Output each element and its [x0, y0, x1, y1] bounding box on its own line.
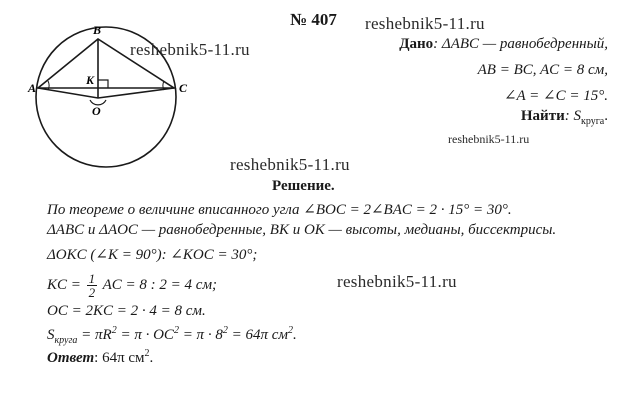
solution-title: Решение.	[272, 178, 335, 194]
angle-arc-a	[48, 81, 49, 90]
solution-line-5: OC = 2KC = 2 · 4 = 8 см.	[47, 303, 206, 319]
label-k: K	[86, 73, 95, 87]
fraction-denominator: 2	[88, 285, 96, 300]
angle-arc-c	[163, 81, 164, 90]
watermark-small: reshebnik5-11.ru	[448, 132, 530, 146]
solution-line-3: ΔOKC (∠K = 90°): ∠KOC = 30°;	[47, 247, 258, 263]
given-text-1: : ΔABC — равнобедренный,	[433, 36, 608, 52]
find-subscript: круга	[580, 116, 605, 127]
area-part-c: = π · 8	[178, 327, 223, 343]
given-line-2: AB = BC, AC = 8 см,	[477, 62, 608, 78]
sq-4: 2	[287, 325, 293, 336]
label-a: A	[28, 81, 37, 95]
fraction-half	[87, 272, 98, 299]
find-tail: .	[604, 108, 608, 124]
area-part-d: = 64π см	[227, 327, 288, 343]
line4-suffix: AC = 8 : 2 = 4 см;	[102, 276, 218, 293]
answer-label: Ответ	[47, 350, 95, 366]
given-label: Дано	[399, 36, 434, 52]
watermark-top-left: reshebnik5-11.ru	[130, 40, 250, 59]
answer-value: : 64π см	[94, 350, 145, 366]
watermark-lower: reshebnik5-11.ru	[337, 272, 457, 291]
find-value: : S	[564, 108, 581, 124]
solution-line-6	[47, 325, 297, 346]
solution-line-4	[47, 272, 217, 299]
answer-end: .	[149, 350, 154, 366]
sq-3: 2	[222, 325, 228, 336]
fraction-numerator: 1	[88, 271, 96, 286]
answer-sq: 2	[144, 348, 150, 359]
sq-2: 2	[173, 325, 179, 336]
answer-line	[47, 348, 153, 367]
area-part-a: = πR	[77, 327, 112, 343]
find-line	[521, 108, 608, 127]
solution-line-1: По теореме о величине вписанного угла ∠BOC = 2∠BAC = 2 · 15° = 30°.	[47, 202, 512, 218]
label-b: B	[93, 23, 102, 37]
solution-line-2: ΔABC и ΔAOC — равнобедренные, BK и OK — высоты, медианы, биссектрисы.	[47, 222, 557, 238]
find-label: Найти	[520, 108, 565, 124]
right-angle-marker	[98, 80, 108, 88]
watermark-top-right: reshebnik5-11.ru	[365, 14, 485, 33]
given-line-3: ∠A = ∠C = 15°.	[503, 88, 608, 104]
area-subscript: круга	[54, 335, 78, 346]
area-end: .	[292, 327, 297, 343]
area-part-b: = π · OC	[116, 327, 174, 343]
label-o: O	[92, 104, 101, 118]
sq-1: 2	[111, 325, 117, 336]
watermark-middle: reshebnik5-11.ru	[230, 155, 350, 174]
given-line-1	[399, 32, 608, 56]
problem-number: № 407	[290, 10, 337, 29]
line4-prefix: KC =	[47, 276, 81, 293]
area-s: S	[47, 327, 55, 343]
triangle-aoc	[38, 88, 174, 98]
label-c: C	[179, 81, 188, 95]
